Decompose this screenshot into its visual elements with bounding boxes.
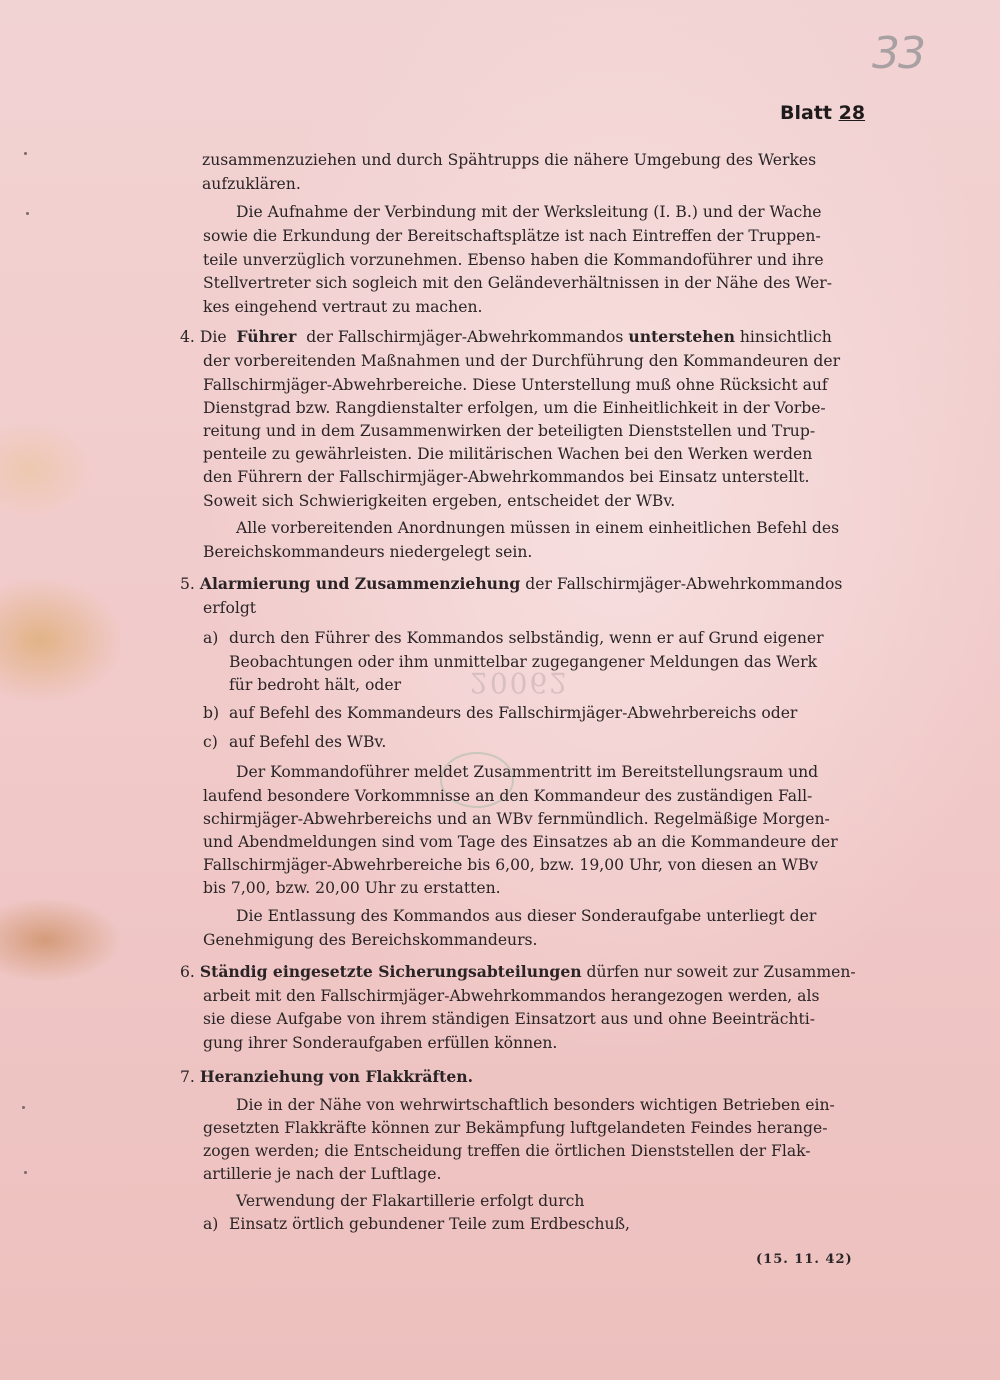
footer-date: (15. 11. 42) <box>756 1252 853 1267</box>
sheet-label: Blatt <box>780 102 832 124</box>
text-line: Soweit sich Schwierigkeiten ergeben, entscheidet der WBv. <box>203 492 676 510</box>
list-marker: a) <box>203 1215 219 1233</box>
list-item-text: Einsatz örtlich gebundener Teile zum Erdbeschuß, <box>229 1215 630 1233</box>
binding-hole-mark <box>22 1106 25 1109</box>
text-line: gung ihrer Sonderaufgaben erfüllen können. <box>203 1034 558 1052</box>
text-line: sowie die Erkundung der Bereitschaftsplätze ist nach Eintreffen der Truppen- <box>203 227 821 245</box>
text-line: Beobachtungen oder ihm unmittelbar zugegangener Meldungen das Werk <box>229 653 818 671</box>
binding-hole-mark <box>24 1171 27 1174</box>
text-line: kes eingehend vertraut zu machen. <box>203 298 483 316</box>
emphasis-fuehrer: Führer <box>236 327 297 346</box>
faint-stamp-number: 20062 <box>470 666 570 699</box>
text-line: zusammenzuziehen und durch Spähtrupps die nähere Umgebung des Werkes <box>202 151 817 169</box>
text-line: zogen werden; die Entscheidung treffen die örtlichen Dienststellen der Flak- <box>203 1142 811 1160</box>
text-line: den Führern der Fallschirmjäger-Abwehrkommandos bei Einsatz unterstellt. <box>203 468 810 486</box>
emphasis-alarmierung: Alarmierung und Zusammenziehung <box>199 574 521 593</box>
text-line: Die Entlassung des Kommandos aus dieser Sonderaufgabe unterliegt der <box>236 907 817 925</box>
pencil-page-number: 33 <box>872 28 924 79</box>
list-item-text: auf Befehl des Kommandeurs des Fallschirmjäger-Abwehrbereichs oder <box>229 704 798 722</box>
text-line: arbeit mit den Fallschirmjäger-Abwehrkommandos herangezogen werden, als <box>203 987 820 1005</box>
text-line: schirmjäger-Abwehrbereichs und an WBv fernmündlich. Regelmäßige Morgen- <box>203 810 830 828</box>
text-line: sie diese Aufgabe von ihrem ständigen Einsatzort aus und ohne Beeinträchti- <box>203 1010 816 1028</box>
emphasis-sicherungsabteilungen: Ständig eingesetzte Sicherungsabteilungen <box>199 962 582 981</box>
list-marker: a) <box>203 629 219 647</box>
text-line: Fallschirmjäger-Abwehrbereiche. Diese Unterstellung muß ohne Rücksicht auf <box>203 376 828 394</box>
emphasis-unterstehen: unterstehen <box>628 327 735 346</box>
section-6-line: 6. Ständig eingesetzte Sicherungsabteilungen dürfen nur soweit zur Zusammen- <box>180 962 856 981</box>
binding-hole-mark <box>24 152 27 155</box>
emphasis-heranziehung: Heranziehung von Flakkräften. <box>199 1067 474 1086</box>
text-line: Dienstgrad bzw. Rangdienstalter erfolgen, um die Einheitlichkeit in der Vorbe- <box>203 399 826 417</box>
text-line: für bedroht hält, oder <box>229 676 402 694</box>
text-line: Verwendung der Flakartillerie erfolgt durch <box>236 1192 585 1210</box>
text-line: teile unverzüglich vorzunehmen. Ebenso haben die Kommandoführer und ihre <box>203 251 824 269</box>
text-line: aufzuklären. <box>202 175 301 193</box>
sheet-header <box>780 102 865 124</box>
text-line: der vorbereitenden Maßnahmen und der Durchführung den Kommandeuren der <box>203 352 841 370</box>
text-line: artillerie je nach der Luftlage. <box>203 1165 442 1183</box>
section-number: 4. <box>180 328 195 346</box>
text-line: gesetzten Flakkräfte können zur Bekämpfung luftgelandeten Feindes herange- <box>203 1119 828 1137</box>
text-line: bis 7,00, bzw. 20,00 Uhr zu erstatten. <box>203 879 501 897</box>
list-item-text: durch den Führer des Kommandos selbständig, wenn er auf Grund eigener <box>229 629 824 647</box>
list-item-text: auf Befehl des WBv. <box>229 733 387 751</box>
section-number: 7. <box>180 1068 195 1086</box>
sheet-number: 28 <box>838 102 866 124</box>
text-line: erfolgt <box>203 599 257 617</box>
text-line: laufend besondere Vorkommnisse an den Kommandeur des zuständigen Fall- <box>203 787 813 805</box>
text-line: Alle vorbereitenden Anordnungen müssen in einem einheitlichen Befehl des <box>236 519 840 537</box>
text-line: penteile zu gewährleisten. Die militärischen Wachen bei den Werken werden <box>203 445 813 463</box>
section-number: 6. <box>180 963 195 981</box>
list-marker: c) <box>203 733 218 751</box>
text-line: und Abendmeldungen sind vom Tage des Einsatzes ab an die Kommandeure der <box>203 833 838 851</box>
text-line: Die Aufnahme der Verbindung mit der Werksleitung (I. B.) und der Wache <box>236 203 822 221</box>
binding-hole-mark <box>26 212 29 215</box>
text-line: Die in der Nähe von wehrwirtschaftlich besonders wichtigen Betrieben ein- <box>236 1096 835 1114</box>
text-line: Bereichskommandeurs niedergelegt sein. <box>203 543 533 561</box>
text-line: Genehmigung des Bereichskommandeurs. <box>203 931 538 949</box>
section-7-line <box>180 1067 473 1087</box>
text-line: reitung und in dem Zusammenwirken der beteiligten Dienststellen und Trup- <box>203 422 816 440</box>
section-4-line: 4. Die Führer der Fallschirmjäger-Abwehrkommandos unterstehen hinsichtlich <box>180 327 832 346</box>
text-line: Stellvertreter sich sogleich mit den Geländeverhältnissen in der Nähe des Wer- <box>203 274 832 292</box>
text-line: Fallschirmjäger-Abwehrbereiche bis 6,00, bzw. 19,00 Uhr, von diesen an WBv <box>203 856 819 874</box>
text-line: Der Kommandoführer meldet Zusammentritt im Bereitstellungsraum und <box>236 763 819 781</box>
list-marker: b) <box>203 704 220 722</box>
section-5-line: 5. Alarmierung und Zusammenziehung der Fallschirmjäger-Abwehrkommandos <box>180 574 843 593</box>
section-number: 5. <box>180 575 195 593</box>
